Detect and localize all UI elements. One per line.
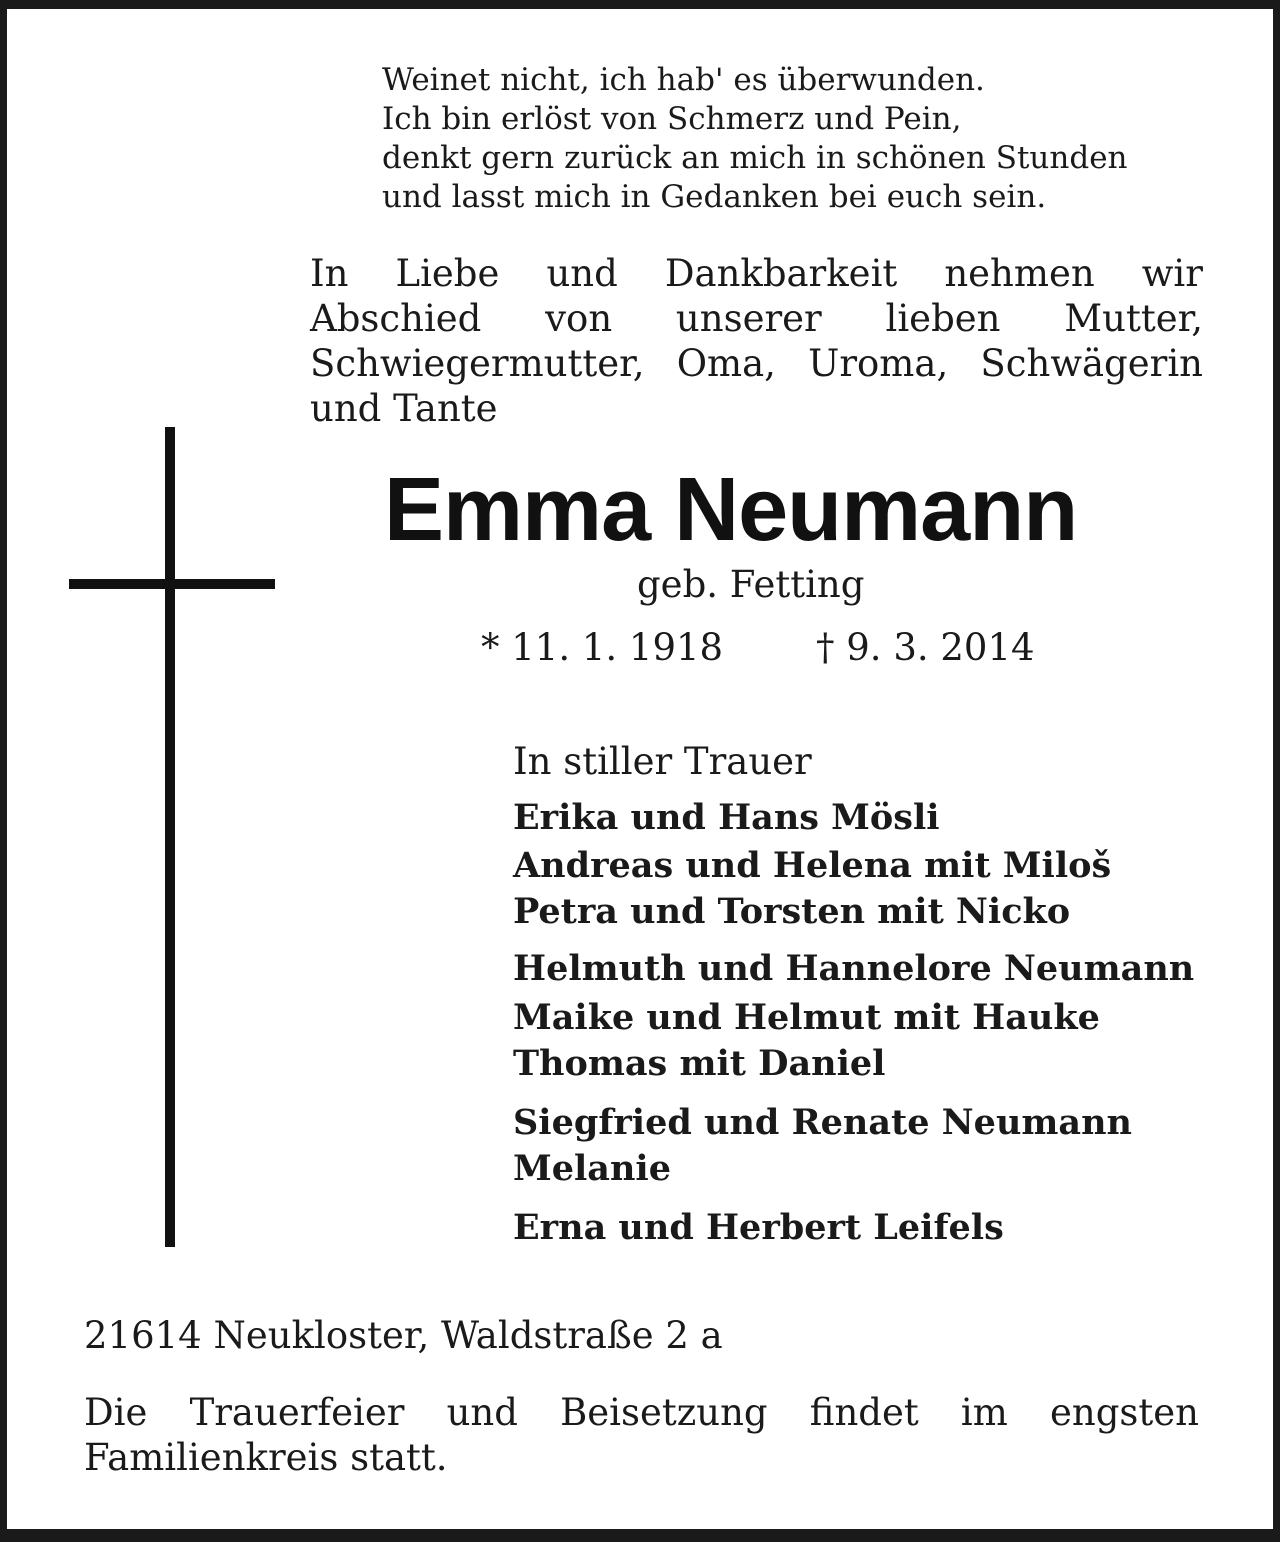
word: Mutter, xyxy=(1064,297,1203,340)
word: Trauerfeier xyxy=(189,1391,405,1434)
mourner-line: Erna und Herbert Leifels xyxy=(513,1207,1004,1248)
farewell-line-3 xyxy=(310,341,1203,386)
word: findet xyxy=(809,1391,919,1434)
deceased-name: Emma Neumann xyxy=(384,460,1078,560)
word: Dankbarkeit xyxy=(664,252,898,295)
word: Beisetzung xyxy=(560,1391,768,1434)
mourner-line: Petra und Torsten mit Nicko xyxy=(513,891,1071,932)
word: und xyxy=(446,1391,518,1434)
word: Liebe xyxy=(395,252,500,295)
ceremony-line-2 xyxy=(84,1435,1199,1480)
ceremony-line-1 xyxy=(84,1390,1199,1435)
poem-line: Ich bin erlöst von Schmerz und Pein, xyxy=(382,101,962,137)
word: wir xyxy=(1141,252,1203,295)
farewell-line-1 xyxy=(310,251,1203,296)
word: und xyxy=(546,252,618,295)
mourner-line: Andreas und Helena mit Miloš xyxy=(513,845,1112,886)
poem-line: denkt gern zurück an mich in schönen Stunden xyxy=(382,140,1128,176)
mourner-line: Helmuth und Hannelore Neumann xyxy=(513,948,1195,989)
mourner-line: Melanie xyxy=(513,1148,671,1189)
cross-icon-horizontal-bar xyxy=(69,579,275,589)
mourner-line: Thomas mit Daniel xyxy=(513,1043,886,1084)
word: von xyxy=(545,297,613,340)
word: nehmen xyxy=(944,252,1095,295)
word: Schwägerin xyxy=(980,342,1203,385)
word: und Tante xyxy=(310,387,498,430)
cross-icon-vertical-bar xyxy=(165,427,175,1247)
word: lieben xyxy=(885,297,1001,340)
mourner-line: Siegfried und Renate Neumann xyxy=(513,1102,1132,1143)
word: unserer xyxy=(675,297,822,340)
death-date: † 9. 3. 2014 xyxy=(816,626,1035,669)
ceremony-note xyxy=(84,1390,1199,1480)
poem-line: und lasst mich in Gedanken bei euch sein. xyxy=(382,179,1047,215)
mourner-line: Erika und Hans Mösli xyxy=(513,797,940,838)
word: In xyxy=(310,252,349,295)
address: 21614 Neukloster, Waldstraße 2 a xyxy=(84,1314,723,1357)
word: Oma, xyxy=(676,342,776,385)
birth-date: * 11. 1. 1918 xyxy=(481,626,724,669)
word: Uroma, xyxy=(808,342,949,385)
word: engsten xyxy=(1049,1391,1199,1434)
mourner-line: Maike und Helmut mit Hauke xyxy=(513,997,1100,1038)
word: Schwiegermutter, xyxy=(310,342,645,385)
farewell-text xyxy=(310,251,1203,431)
farewell-line-2 xyxy=(310,296,1203,341)
poem-line: Weinet nicht, ich hab' es überwunden. xyxy=(382,62,985,98)
mourners-heading: In stiller Trauer xyxy=(513,740,812,783)
word: Abschied xyxy=(310,297,482,340)
word: Familienkreis statt. xyxy=(84,1436,448,1479)
maiden-name: geb. Fetting xyxy=(637,563,865,606)
poem xyxy=(382,61,1232,217)
word: im xyxy=(960,1391,1008,1434)
farewell-line-4 xyxy=(310,386,1203,431)
word: Die xyxy=(84,1391,148,1434)
